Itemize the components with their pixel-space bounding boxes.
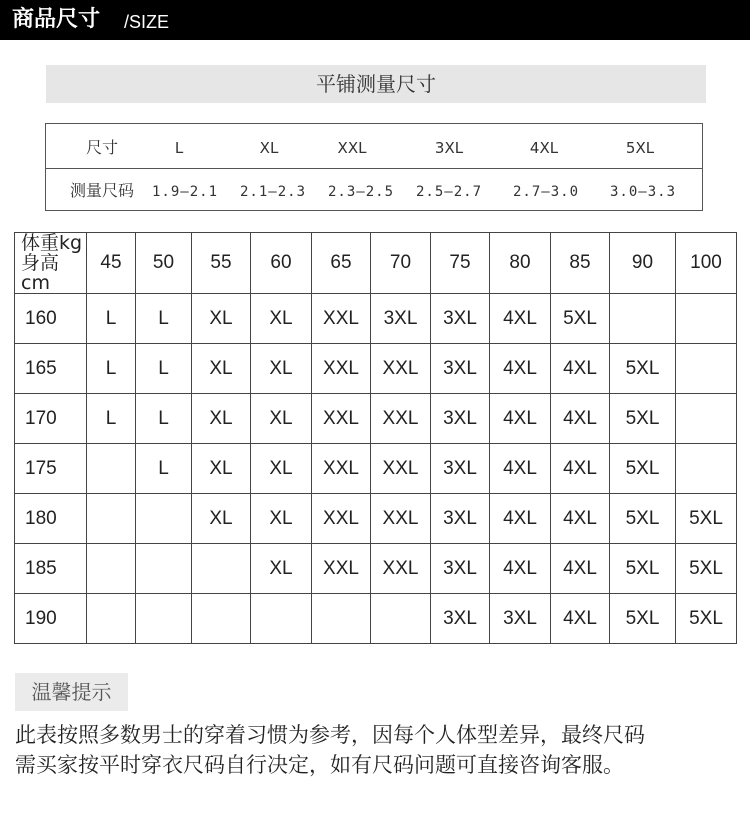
- size-cell: [610, 294, 676, 344]
- corner-weight-label: 体重kg: [21, 232, 83, 254]
- size-cell: XL: [251, 294, 312, 344]
- weight-header: 45: [87, 233, 136, 294]
- size-cell: [251, 594, 312, 644]
- header-bar: [0, 0, 750, 40]
- measure-range: 2.7—3.0: [512, 184, 580, 200]
- size-cell: XL: [192, 494, 251, 544]
- size-cell: 5XL: [610, 394, 676, 444]
- size-grid-row: [15, 594, 737, 644]
- size-grid-row: [15, 394, 737, 444]
- size-cell: XXL: [312, 444, 371, 494]
- size-cell: 4XL: [551, 344, 610, 394]
- size-grid-corner: [15, 233, 87, 294]
- size-grid-header-row: [15, 233, 737, 294]
- flat-measure-divider: [46, 168, 702, 169]
- size-cell: 4XL: [551, 394, 610, 444]
- tips-text: [15, 720, 740, 780]
- size-grid-row: [15, 544, 737, 594]
- weight-header: 90: [610, 233, 676, 294]
- measure-range: 1.9—2.1: [151, 184, 219, 200]
- size-cell: XL: [251, 394, 312, 444]
- measure-size: XXL: [337, 139, 367, 157]
- measure-size: 4XL: [529, 139, 559, 157]
- measure-size: XL: [259, 139, 279, 157]
- height-header: 185: [15, 544, 87, 594]
- size-cell: XXL: [371, 494, 431, 544]
- size-cell: [192, 544, 251, 594]
- measure-row2-label: 测量尺码: [69, 181, 135, 200]
- weight-header: 100: [676, 233, 737, 294]
- size-cell: 3XL: [431, 544, 490, 594]
- size-cell: [87, 594, 136, 644]
- size-cell: XL: [192, 344, 251, 394]
- size-cell: XL: [251, 344, 312, 394]
- size-cell: XL: [251, 544, 312, 594]
- weight-header: 80: [490, 233, 551, 294]
- size-cell: [136, 544, 192, 594]
- size-cell: 4XL: [490, 544, 551, 594]
- size-cell: XXL: [312, 494, 371, 544]
- size-cell: XXL: [371, 444, 431, 494]
- height-header: 190: [15, 594, 87, 644]
- size-cell: [87, 494, 136, 544]
- size-cell: 4XL: [490, 494, 551, 544]
- size-cell: [192, 594, 251, 644]
- size-cell: XXL: [312, 544, 371, 594]
- size-cell: [312, 594, 371, 644]
- size-cell: 3XL: [431, 294, 490, 344]
- size-cell: 5XL: [610, 494, 676, 544]
- size-cell: 4XL: [551, 444, 610, 494]
- measure-size: L: [174, 139, 184, 157]
- size-cell: 5XL: [676, 494, 737, 544]
- tips-line-1: 此表按照多数男士的穿着习惯为参考，因每个人体型差异，最终尺码: [15, 723, 645, 747]
- size-cell: 5XL: [676, 544, 737, 594]
- size-cell: 5XL: [676, 594, 737, 644]
- size-cell: 3XL: [431, 344, 490, 394]
- weight-header: 60: [251, 233, 312, 294]
- size-cell: [136, 594, 192, 644]
- measure-range: 3.0—3.3: [609, 184, 677, 200]
- size-cell: XXL: [371, 344, 431, 394]
- size-cell: L: [136, 344, 192, 394]
- size-cell: XXL: [371, 394, 431, 444]
- size-cell: XL: [192, 294, 251, 344]
- size-cell: L: [87, 344, 136, 394]
- size-cell: L: [136, 394, 192, 444]
- flat-measure-title: 平铺测量尺寸: [46, 65, 706, 103]
- size-cell: [87, 544, 136, 594]
- size-cell: XL: [192, 394, 251, 444]
- corner-height-label: 身高cm: [21, 252, 60, 294]
- size-cell: L: [136, 444, 192, 494]
- size-grid-row: [15, 444, 737, 494]
- size-cell: 3XL: [431, 594, 490, 644]
- measure-range: 2.1—2.3: [239, 184, 307, 200]
- size-cell: [676, 344, 737, 394]
- size-cell: 5XL: [610, 594, 676, 644]
- size-cell: L: [87, 394, 136, 444]
- size-cell: 5XL: [610, 544, 676, 594]
- size-cell: XXL: [312, 294, 371, 344]
- height-header: 165: [15, 344, 87, 394]
- size-cell: [676, 444, 737, 494]
- measure-size: 5XL: [625, 139, 655, 157]
- weight-header: 85: [551, 233, 610, 294]
- weight-header: 50: [136, 233, 192, 294]
- size-cell: XL: [192, 444, 251, 494]
- size-cell: 3XL: [431, 444, 490, 494]
- size-cell: 5XL: [610, 344, 676, 394]
- height-header: 180: [15, 494, 87, 544]
- height-header: 175: [15, 444, 87, 494]
- weight-header: 75: [431, 233, 490, 294]
- measure-range: 2.5—2.7: [415, 184, 483, 200]
- flat-measure-table: [45, 123, 703, 211]
- size-grid-row: [15, 294, 737, 344]
- size-cell: XXL: [371, 544, 431, 594]
- weight-header: 65: [312, 233, 371, 294]
- size-cell: 4XL: [490, 394, 551, 444]
- height-header: 160: [15, 294, 87, 344]
- tips-line-2: 需买家按平时穿衣尺码自行决定，如有尺码问题可直接咨询客服。: [15, 753, 624, 777]
- size-cell: 5XL: [610, 444, 676, 494]
- size-grid-row: [15, 494, 737, 544]
- size-cell: XL: [251, 444, 312, 494]
- size-cell: L: [136, 294, 192, 344]
- weight-header: 55: [192, 233, 251, 294]
- size-cell: [676, 294, 737, 344]
- size-cell: 5XL: [551, 294, 610, 344]
- size-cell: 4XL: [551, 544, 610, 594]
- size-grid: [14, 232, 737, 644]
- size-cell: 3XL: [490, 594, 551, 644]
- measure-range: 2.3—2.5: [327, 184, 395, 200]
- size-cell: 3XL: [431, 494, 490, 544]
- size-grid-row: [15, 344, 737, 394]
- height-header: 170: [15, 394, 87, 444]
- size-cell: 4XL: [490, 444, 551, 494]
- size-cell: [371, 594, 431, 644]
- size-grid-body: [15, 233, 737, 644]
- size-cell: 3XL: [371, 294, 431, 344]
- size-cell: L: [87, 294, 136, 344]
- size-cell: XXL: [312, 394, 371, 444]
- size-cell: 4XL: [490, 344, 551, 394]
- size-cell: 3XL: [431, 394, 490, 444]
- size-cell: 4XL: [551, 494, 610, 544]
- size-cell: [136, 494, 192, 544]
- size-cell: 4XL: [490, 294, 551, 344]
- size-cell: XXL: [312, 344, 371, 394]
- size-cell: [676, 394, 737, 444]
- header-title-en: /SIZE: [124, 12, 170, 32]
- measure-size: 3XL: [434, 139, 464, 157]
- size-cell: [87, 444, 136, 494]
- weight-header: 70: [371, 233, 431, 294]
- size-cell: XL: [251, 494, 312, 544]
- measure-row1-label: 尺寸: [85, 138, 119, 157]
- header-title-cn: 商品尺寸: [12, 7, 101, 32]
- tips-label: 温馨提示: [15, 673, 128, 711]
- size-cell: 4XL: [551, 594, 610, 644]
